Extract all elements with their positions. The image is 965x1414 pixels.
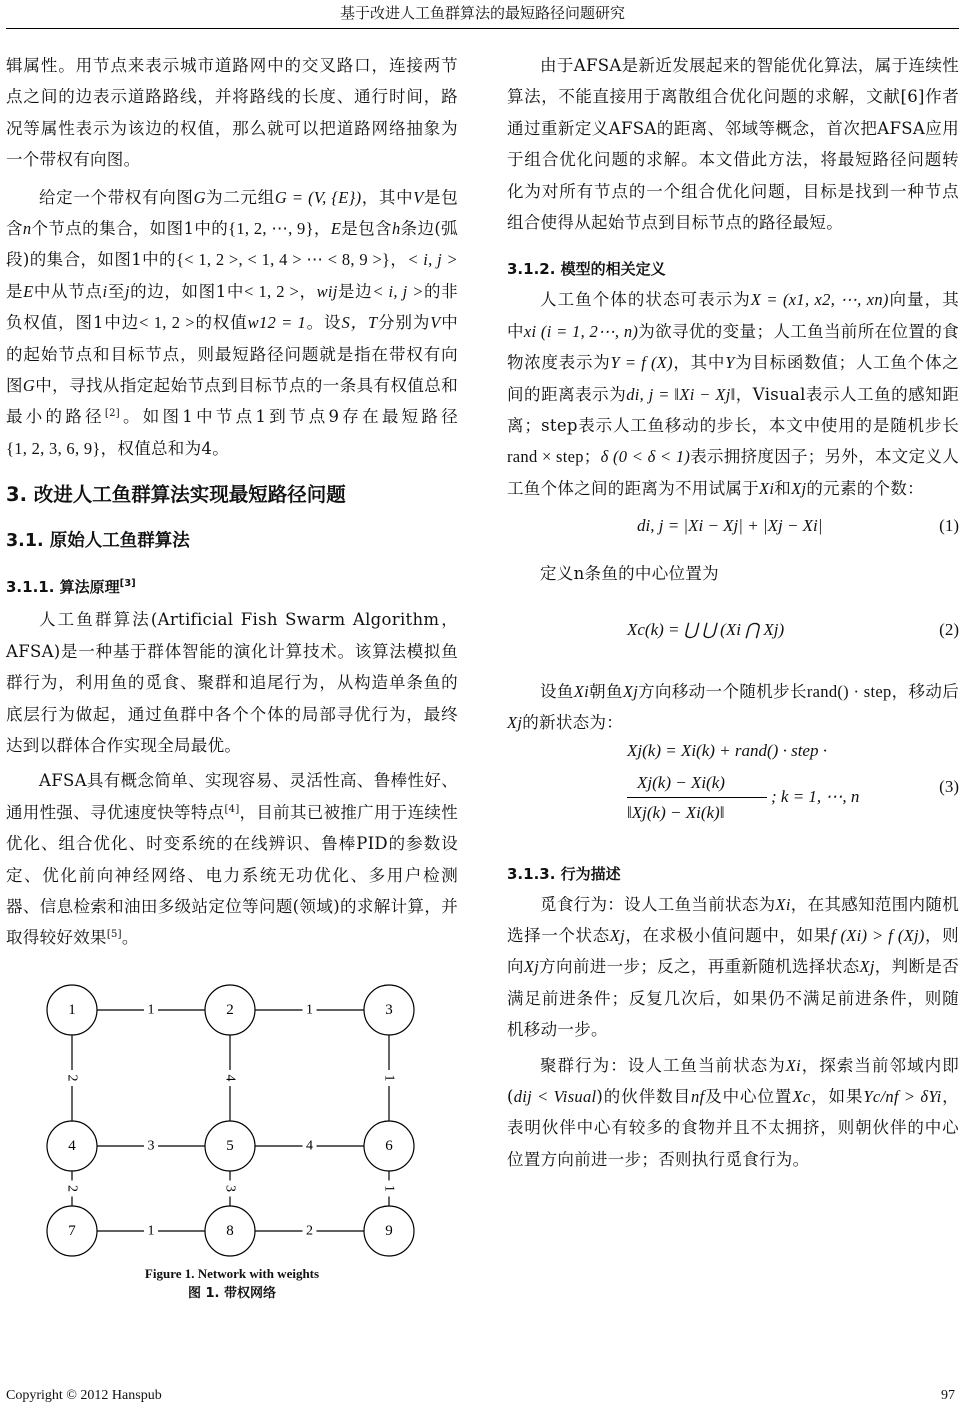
paragraph-afsa-discrete: 由于AFSA是新近发展起来的智能优化算法，属于连续性算法，不能直接用于离散组合优化问题的求解，文献[6]作者通过重新定义AFSA的距离、邻域等概念，首次把AFSA应用于组合优化问题的求解。本文借此方法，将最短路径问题转化为对所有节点的一个组合优化问题，目标是找到一种节点组合使得从起始节点到目标节点的路径最短。 [507, 56, 959, 233]
network-diagram [6, 970, 458, 1260]
math-graph-def: G = (V, {E}) [274, 187, 362, 207]
paragraph-graph-definition: 给定一个带权有向图G为二元组G = (V, {E})，其中V是包含n个节点的集合，如图1中的{1, 2, ⋯, 9}，E是包含h条边(弧段)的集合，如图1中的{< 1, 2 >, < 1, 4 > ⋯ < 8, 9 >}，< i, j >是E中从节点i至j的边，如图1中< 1, 2 >，wij是边< i, j >的非负权值，图1中边< 1, 2 >的权值w12 = 1。设S，T分别为V中的起始节点和目标节点，则最短路径问题就是指在带权有向图G中，寻找从指定起始节点到目标节点的一条具有权值总和最小的路径[2]。如图1中节点1到节点9存在最短路径{1, 2, 3, 6, 9}，权值总和为4。 [6, 187, 459, 458]
left-column [6, 50, 458, 1300]
edge-weight-2-5: 4 [222, 1074, 238, 1082]
node-label-9: 9 [385, 1222, 393, 1239]
running-head: 基于改进人工鱼群算法的最短路径问题研究 [339, 4, 625, 22]
section-heading-3-1-3: 3.1.3. 行为描述 [507, 864, 621, 883]
paragraph-center-definition: 定义n条鱼的中心位置为 [540, 564, 719, 584]
edge-weight-4-5: 3 [147, 1138, 155, 1154]
node-label-2: 2 [226, 1001, 234, 1018]
figure-network [6, 970, 458, 1300]
figure-caption-zh: 图 1. 带权网络 [187, 1285, 277, 1301]
figure-caption-en: Figure 1. Network with weights [144, 1265, 320, 1281]
paragraph-afsa-intro: 人工鱼群算法(Artificial Fish Swarm Algorithm，AFSA)是一种基于群体智能的演化计算技术。该算法模拟鱼群行为，利用鱼的觅食、聚群和追尾行为，从构造单条鱼的底层行为做起，通过鱼群中各个个体的局部寻优行为，最终达到以群体合作实现全局最优。 [6, 610, 458, 755]
edge-weight-6-9: 1 [381, 1184, 397, 1192]
paragraph-afsa-features: AFSA具有概念简单、实现容易、灵活性高、鲁棒性好、通用性强、寻优速度快等特点[4]，目前其已被推广用于连续性优化、组合优化、时变系统的在线辨识、鲁棒PID的参数设定、优化前向神经网络、电力系统无功优化、多用户检测器、信息检索和油田多级站定位等问题(领域)的求解计算，并取得较好效果[5]。 [6, 771, 459, 948]
section-heading-3-1-1: 3.1.1. 算法原理[3] [6, 578, 136, 597]
paragraph: 辑属性。用节点来表示城市道路网中的交叉路口，连接两节点之间的边表示道路路线，并将路线的长度、通行时间，路况等属性表示为该边的权值，那么就可以把道路网络抽象为一个带权有向图。 [6, 56, 458, 170]
edge-weight-3-6: 1 [381, 1074, 397, 1082]
node-label-5: 5 [226, 1137, 234, 1154]
paragraph-foraging: 觅食行为：设人工鱼当前状态为Xi，在其感知范围内随机选择一个状态Xj，在求极小值问题中，如果f (Xi) > f (Xj)，则向Xj方向前进一步；反之，再重新随机选择状态Xj，判断是否满足前进条件；反复几次后，如果仍不满足前进条件，则随机移动一步。 [507, 894, 960, 1040]
paragraph-move-step: 设鱼Xi朝鱼Xj方向移动一个随机步长rand() · step，移动后Xj的新状态为： [507, 681, 960, 733]
equation-3: Xj(k) = Xi(k) + rand() · step · (3) Xj(k) − Xi(k) ‖Xj(k) − Xi(k)‖ ; k = 1, ⋯, n [627, 740, 959, 822]
node-label-8: 8 [226, 1222, 234, 1239]
node-label-7: 7 [68, 1222, 76, 1239]
edge-weight-4-7: 2 [64, 1184, 80, 1192]
paragraph-model-definitions: 人工鱼个体的状态可表示为X = (x1, x2, ⋯, xn)向量，其中xi (i = 1, 2⋯, n)为欲寻优的变量；人工鱼当前所在位置的食物浓度表示为Y = f (X)，其中Y为目标函数值；人工鱼个体之间的距离表示为di, j = ‖Xi − Xj‖，Visual表示人工鱼的感知距离；step表示人工鱼移动的步长，本文中使用的是随机步长rand × step；δ (0 < δ < 1)表示拥挤度因子；另外，本文定义人工鱼个体之间的距离为不用试属于Xi和Xj的元素的个数： [507, 290, 960, 498]
section-heading-3-1: 3.1. 原始人工鱼群算法 [6, 531, 190, 552]
citation: [2] [104, 408, 120, 420]
node-label-6: 6 [385, 1137, 393, 1154]
node-label-1: 1 [68, 1001, 76, 1018]
header-rule [6, 28, 959, 29]
edge-weight-8-9: 2 [306, 1223, 313, 1239]
edge-weight-2-3: 1 [306, 1002, 313, 1018]
equation-2: Xc(k) = ⋃ ⋃ (Xi ⋂ Xj) (2) [627, 619, 959, 639]
edge-weight-7-8: 1 [147, 1223, 155, 1239]
node-label-3: 3 [385, 1001, 393, 1018]
footer-page-number: 97 [941, 1388, 955, 1403]
section-heading-3-1-2: 3.1.2. 模型的相关定义 [507, 260, 666, 279]
edge-weight-5-8: 3 [222, 1184, 238, 1192]
edge-weight-5-6: 4 [306, 1138, 313, 1154]
right-column [507, 50, 959, 1175]
footer-copyright: Copyright © 2012 Hanspub [6, 1388, 162, 1403]
edge-weight-1-4: 2 [64, 1074, 80, 1082]
node-label-4: 4 [68, 1137, 76, 1154]
equation-1: di, j = |Xi − Xj| + |Xj − Xi| (1) [637, 516, 959, 536]
edge-weight-1-2: 1 [147, 1002, 155, 1018]
paragraph-swarming: 聚群行为：设人工鱼当前状态为Xi，探索当前邻域内即(dij < Visual)的伙伴数目nf及中心位置Xc，如果Yc/nf > δYi，表明伙伴中心有较多的食物并且不太拥挤，则朝伙伴的中心位置方向前进一步；否则执行觅食行为。 [507, 1055, 959, 1169]
section-heading-3: 3. 改进人工鱼群算法实现最短路径问题 [6, 483, 346, 507]
